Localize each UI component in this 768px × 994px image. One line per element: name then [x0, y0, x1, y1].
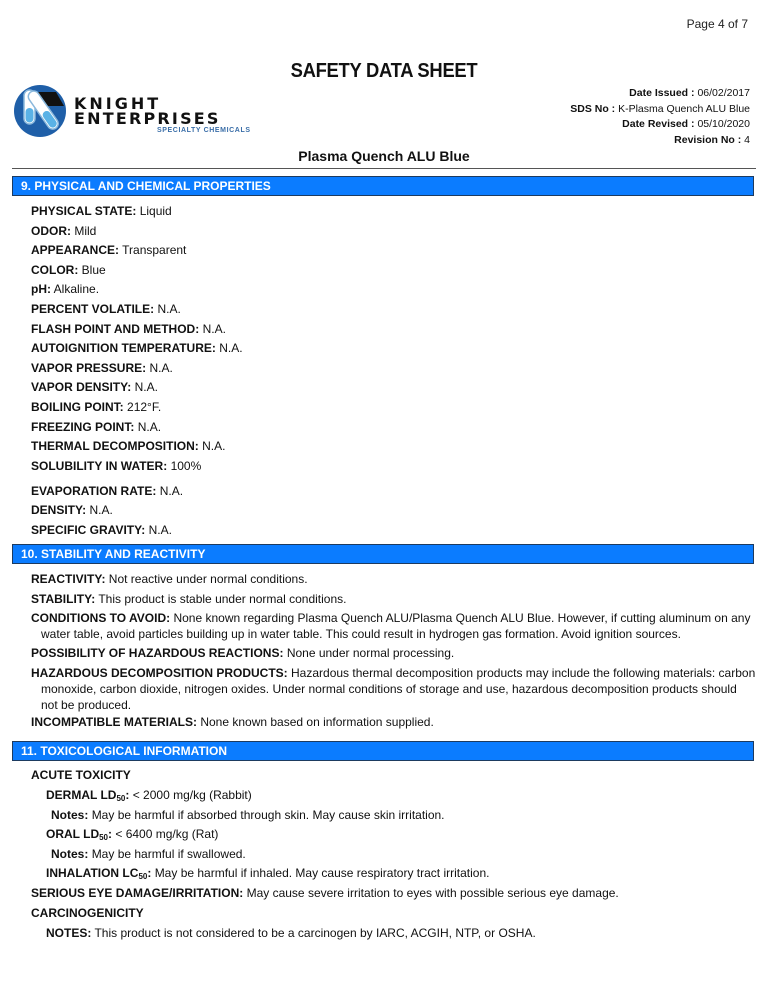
- meta-date-issued: Date Issued : 06/02/2017: [629, 87, 750, 99]
- prop-dermal-ld50: DERMAL $LD_{50}$: < 2000 mg/kg (Rabbit): [46, 788, 252, 803]
- prop-solubility-in-water: SOLUBILITY IN WATER: 100%: [31, 459, 202, 473]
- acute-toxicity-heading: ACUTE TOXICITY: [31, 768, 131, 782]
- product-name: Plasma Quench ALU Blue: [298, 148, 470, 164]
- logo-wordmark-line1: KNIGHT: [74, 94, 162, 113]
- prop-boiling-point: BOILING POINT: 212°F.: [31, 400, 162, 414]
- prop-specific-gravity: SPECIFIC GRAVITY: N.A.: [31, 523, 172, 537]
- section-header-stability-reactivity: 10. STABILITY AND REACTIVITY: [12, 544, 754, 564]
- prop-vapor-density: VAPOR DENSITY: N.A.: [31, 380, 158, 394]
- prop-freezing-point: FREEZING POINT: N.A.: [31, 420, 162, 434]
- prop-vapor-pressure: VAPOR PRESSURE: N.A.: [31, 361, 173, 375]
- company-logo: [12, 82, 252, 138]
- dermal-notes: Notes: May be harmful if absorbed through skin. May cause skin irritation.: [51, 808, 445, 822]
- prop-density: DENSITY: N.A.: [31, 503, 113, 517]
- prop-oral-ld50: ORAL $LD_{50}$: < 6400 mg/kg (Rat): [46, 827, 219, 842]
- prop-serious-eye-damage: SERIOUS EYE DAMAGE/IRRITATION: May cause severe irritation to eyes with possible serious eye damage.: [31, 886, 619, 900]
- prop-hazardous-decomposition: HAZARDOUS DECOMPOSITION PRODUCTS: Hazardous thermal decomposition products may include the following materials: carbon monoxide, carbon dioxide, nitrogen oxides. Under normal conditions of storage and use, hazardous decomposition products should not be produced.: [31, 666, 756, 712]
- page-number: Page 4 of 7: [686, 17, 748, 31]
- logo-wordmark-line2: ENTERPRISES: [74, 109, 221, 128]
- document-meta: [570, 86, 750, 148]
- prop-thermal-decomposition: THERMAL DECOMPOSITION: N.A.: [31, 439, 226, 453]
- oral-notes: Notes: May be harmful if swallowed.: [51, 847, 246, 861]
- prop-incompatible-materials: INCOMPATIBLE MATERIALS: None known based on information supplied.: [31, 715, 434, 729]
- prop-reactivity: REACTIVITY: Not reactive under normal conditions.: [31, 572, 308, 586]
- prop-percent-volatile: PERCENT VOLATILE: N.A.: [31, 302, 181, 316]
- prop-appearance: APPEARANCE: Transparent: [31, 243, 187, 257]
- header-divider: [12, 168, 756, 169]
- carcinogenicity-notes: NOTES: This product is not considered to be a carcinogen by IARC, ACGIH, NTP, or OSHA.: [46, 926, 536, 940]
- document-title: SAFETY DATA SHEET: [290, 60, 478, 82]
- meta-sds-no: SDS No : K-Plasma Quench ALU Blue: [570, 102, 750, 115]
- logo-tagline: SPECIALTY CHEMICALS: [157, 127, 251, 134]
- prop-inhalation-lc50: INHALATION $LC_{50}$: May be harmful if inhaled. May cause respiratory tract irritation.: [46, 866, 490, 881]
- prop-flash-point: FLASH POINT AND METHOD: N.A.: [31, 322, 226, 336]
- section-header-physical-chemical: 9. PHYSICAL AND CHEMICAL PROPERTIES: [12, 176, 754, 196]
- prop-stability: STABILITY: This product is stable under normal conditions.: [31, 592, 347, 606]
- section-header-toxicological: 11. TOXICOLOGICAL INFORMATION: [12, 741, 754, 761]
- prop-autoignition-temperature: AUTOIGNITION TEMPERATURE: N.A.: [31, 341, 243, 355]
- prop-physical-state: PHYSICAL STATE: Liquid: [31, 204, 172, 218]
- prop-conditions-to-avoid: CONDITIONS TO AVOID: None known regarding Plasma Quench ALU/Plasma Quench ALU Blue. However, if cutting aluminum on any water table, avoid particles building up in water table. This could result in hydrogen gas formation. Avoid ignition sources.: [31, 611, 751, 641]
- meta-revision-no: Revision No : 4: [674, 133, 750, 146]
- prop-hazardous-reactions: POSSIBILITY OF HAZARDOUS REACTIONS: None under normal processing.: [31, 646, 455, 660]
- prop-color: COLOR: Blue: [31, 263, 106, 277]
- prop-ph: pH: Alkaline.: [31, 282, 100, 296]
- carcinogenicity-heading: CARCINOGENICITY: [31, 906, 144, 920]
- logo-test-tubes-icon: [12, 82, 68, 138]
- meta-date-revised: Date Revised : 05/10/2020: [622, 118, 750, 130]
- prop-evaporation-rate: EVAPORATION RATE: N.A.: [31, 484, 184, 498]
- prop-odor: ODOR: Mild: [31, 224, 97, 238]
